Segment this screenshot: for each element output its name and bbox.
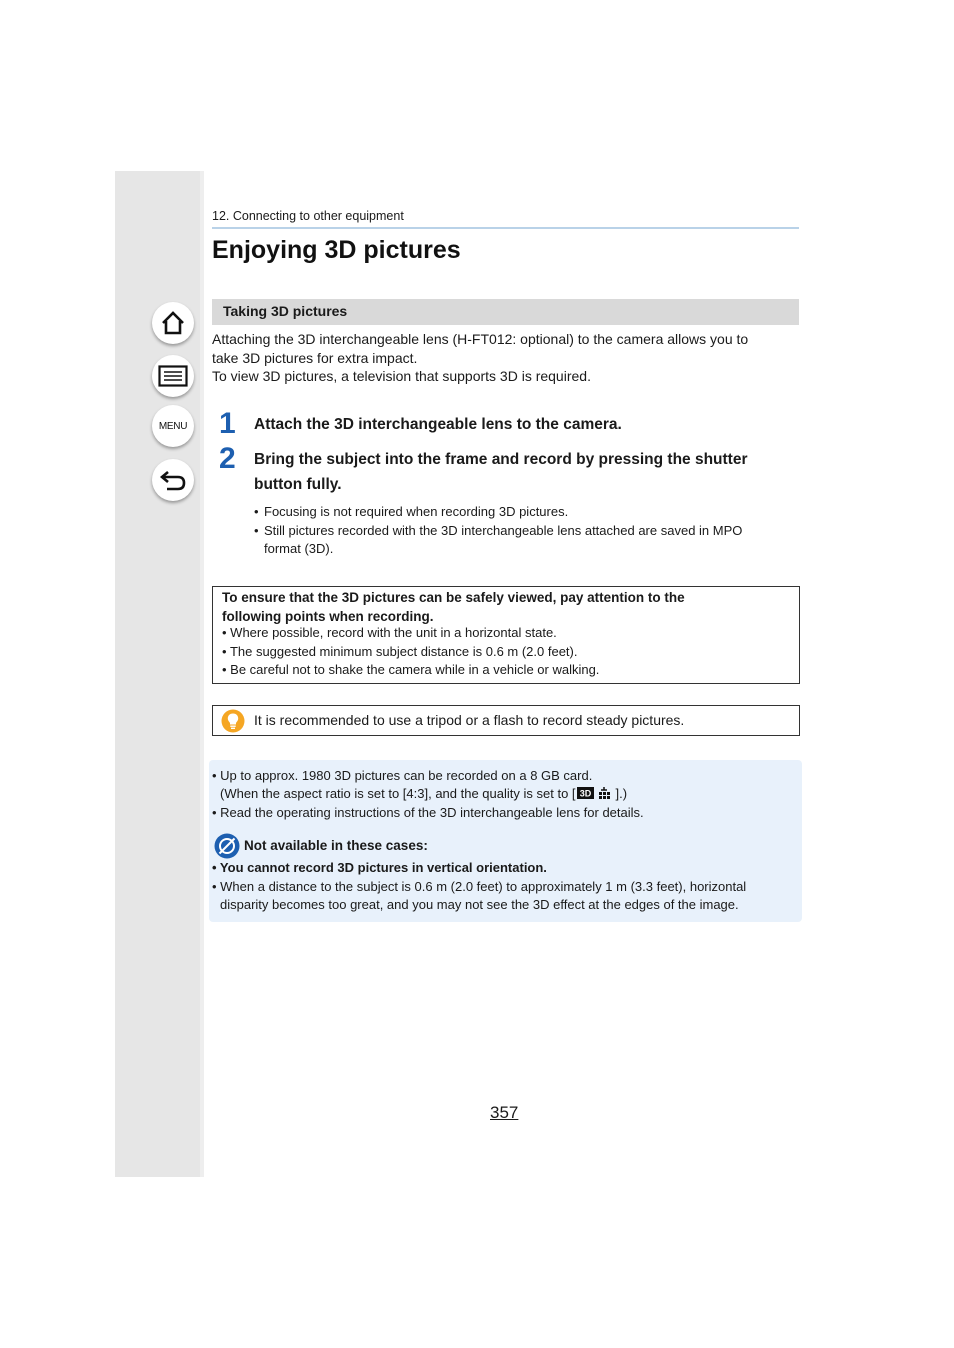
caution-box: [212, 586, 800, 684]
quality-3d-icon: [576, 786, 616, 800]
caution-heading: [222, 588, 782, 626]
intro-line: To view 3D pictures, a television that supports 3D is required.: [212, 368, 591, 384]
menu-button[interactable]: [152, 405, 194, 447]
caution-list: [222, 624, 599, 680]
list-item: • Focusing is not required when recording 3D pictures.: [254, 503, 799, 522]
note-box: [209, 760, 802, 922]
caution-heading-line: To ensure that the 3D pictures can be safely viewed, pay attention to the: [222, 590, 685, 605]
intro-line: take 3D pictures for extra impact.: [212, 349, 418, 366]
list-item: • Where possible, record with the unit in a horizontal state.: [222, 624, 599, 643]
back-button[interactable]: [152, 459, 194, 501]
header-rule: [212, 227, 799, 229]
note-line: • Read the operating instructions of the 3D interchangeable lens for details.: [212, 805, 644, 820]
step-text-line: Bring the subject into the frame and record by pressing the shutter: [254, 451, 748, 468]
caution-heading-line: following points when recording.: [222, 609, 434, 624]
contents-button[interactable]: [152, 355, 194, 397]
intro-line: Attaching the 3D interchangeable lens (H-FT012: optional) to the camera allows you to: [212, 331, 749, 347]
tip-text: It is recommended to use a tripod or a flash to record steady pictures.: [254, 712, 685, 728]
note-line: • Up to approx. 1980 3D pictures can be recorded on a 8 GB card.: [212, 768, 593, 783]
lightbulb-icon: [221, 709, 245, 733]
list-item: • Be careful not to shake the camera while in a vehicle or walking.: [222, 661, 599, 680]
page-number: 357: [490, 1103, 519, 1122]
note-line: • When a distance to the subject is 0.6 m (2.0 feet) to approximately 1 m (3.3 feet), horizontal: [212, 879, 747, 894]
note-text: ].): [615, 786, 628, 801]
list-item-line: • Still pictures recorded with the 3D interchangeable lens attached are saved in MPO: [264, 522, 743, 538]
note-line: disparity becomes too great, and you may not see the 3D effect at the edges of the image.: [220, 897, 739, 912]
quality-icon-label: 3D: [579, 788, 591, 799]
sidebar-edge: [200, 171, 204, 1177]
step-bullets: [254, 503, 799, 559]
menu-label: MENU: [158, 420, 188, 432]
note-text: (When the aspect ratio is set to [4:3], and the quality is set to [: [220, 786, 576, 801]
home-button[interactable]: [152, 302, 194, 344]
step-text: Attach the 3D interchangeable lens to the camera.: [254, 416, 622, 433]
page-title: Enjoying 3D pictures: [212, 236, 461, 264]
intro-text: [212, 330, 799, 386]
home-icon: [160, 310, 186, 336]
note-line: • You cannot record 3D pictures in vertical orientation.: [212, 860, 547, 875]
list-item-line: format (3D).: [264, 541, 334, 556]
list-icon: [158, 365, 188, 387]
note-line: [220, 785, 627, 803]
step-number: 1: [219, 407, 236, 440]
breadcrumb: 12. Connecting to other equipment: [212, 209, 404, 223]
tip-box: [212, 705, 800, 736]
section-heading: Taking 3D pictures: [223, 303, 348, 319]
list-item: [254, 522, 799, 559]
step-text-line: button fully.: [254, 476, 342, 493]
list-item: • The suggested minimum subject distance is 0.6 m (2.0 feet).: [222, 643, 599, 662]
step-number: 2: [219, 442, 236, 475]
return-icon: [159, 468, 187, 492]
not-available-icon: [214, 833, 240, 859]
not-available-title: Not available in these cases:: [244, 838, 428, 853]
step-text: [254, 447, 799, 497]
section-header: [212, 299, 799, 325]
